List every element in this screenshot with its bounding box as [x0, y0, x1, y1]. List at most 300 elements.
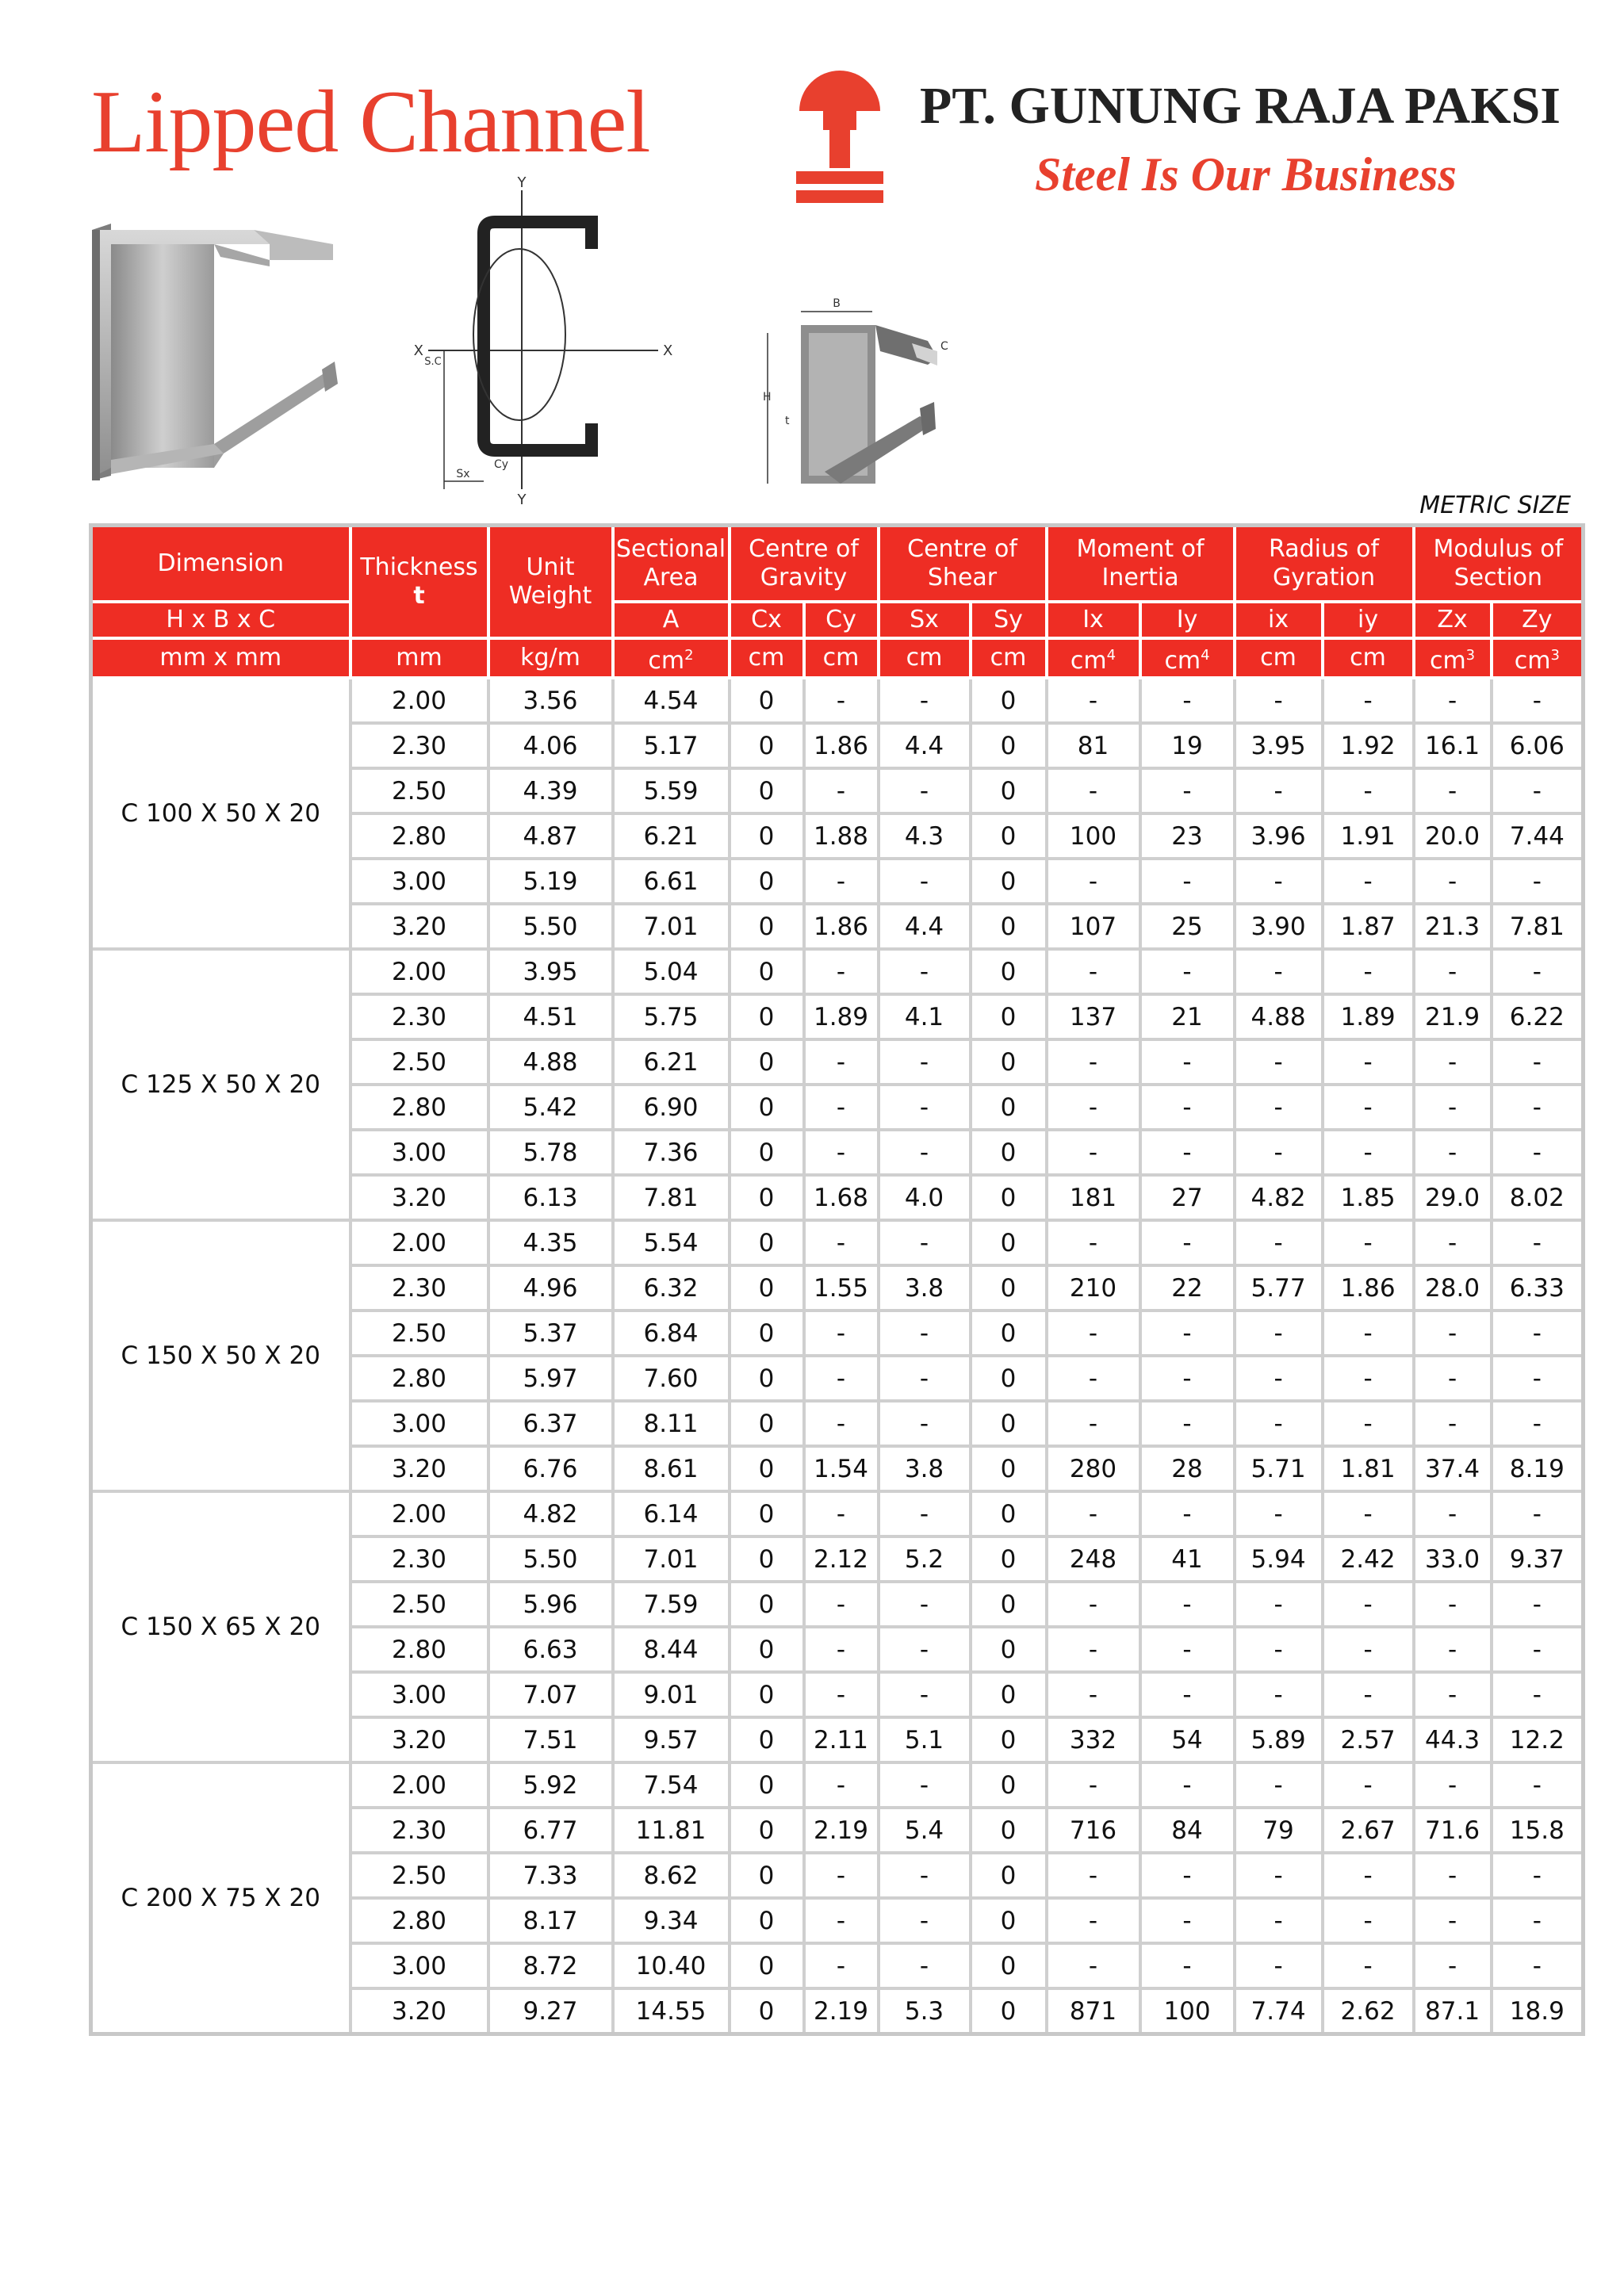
- table-cell: 181: [1047, 1175, 1140, 1220]
- table-cell: 11.81: [613, 1808, 730, 1853]
- table-cell: 2.50: [350, 1311, 488, 1356]
- header-thickness: [350, 526, 488, 639]
- table-cell: -: [1323, 1672, 1414, 1717]
- table-cell: -: [1414, 1582, 1492, 1627]
- table-cell: -: [1492, 1582, 1584, 1627]
- table-cell: 7.54: [613, 1762, 730, 1808]
- table-cell: 1.91: [1323, 813, 1414, 859]
- table-cell: 1.86: [804, 723, 879, 768]
- table-cell: 1.87: [1323, 904, 1414, 949]
- table-cell: -: [804, 949, 879, 994]
- unit-zx-base: cm: [1429, 646, 1466, 675]
- table-cell: 6.21: [613, 1039, 730, 1085]
- table-cell: 5.54: [613, 1220, 730, 1265]
- table-cell: -: [1492, 1627, 1584, 1672]
- table-cell: -: [1235, 1220, 1323, 1265]
- table-cell: -: [1414, 1898, 1492, 1943]
- table-cell: 0: [971, 1853, 1047, 1898]
- table-cell: -: [1323, 1085, 1414, 1130]
- table-cell: 28: [1140, 1446, 1235, 1491]
- table-cell: 0: [730, 1762, 804, 1808]
- table-cell: -: [804, 1853, 879, 1898]
- table-cell: -: [1140, 1311, 1235, 1356]
- table-cell: 16.1: [1414, 723, 1492, 768]
- table-cell: 3.00: [350, 1401, 488, 1446]
- table-cell: 2.42: [1323, 1536, 1414, 1582]
- table-cell: 7.44: [1492, 813, 1584, 859]
- table-cell: -: [1235, 1356, 1323, 1401]
- table-cell: 2.30: [350, 723, 488, 768]
- table-cell: 0: [971, 1536, 1047, 1582]
- table-cell: 3.20: [350, 904, 488, 949]
- table-cell: 0: [730, 859, 804, 904]
- table-cell: -: [804, 1311, 879, 1356]
- table-cell: -: [1414, 1627, 1492, 1672]
- table-cell: -: [1235, 1085, 1323, 1130]
- table-cell: 1.86: [1323, 1265, 1414, 1311]
- table-cell: 0: [971, 723, 1047, 768]
- diagram-label-sc: S.C: [424, 356, 442, 368]
- table-cell: 8.44: [613, 1627, 730, 1672]
- dimension-cell: C 200 X 75 X 20: [91, 1762, 350, 2034]
- unit-riy: cm: [1323, 638, 1414, 678]
- table-cell: 1.55: [804, 1265, 879, 1311]
- unit-sx: cm: [879, 638, 971, 678]
- table-cell: -: [1414, 1943, 1492, 1988]
- table-cell: 5.3: [879, 1988, 971, 2034]
- table-cell: -: [879, 859, 971, 904]
- table-cell: -: [1323, 949, 1414, 994]
- table-cell: 2.50: [350, 768, 488, 813]
- unit-zy-sup: 3: [1550, 646, 1560, 664]
- table-cell: 5.96: [488, 1582, 613, 1627]
- diagram-label-y-top: Y: [517, 176, 527, 191]
- table-cell: 0: [971, 1175, 1047, 1220]
- table-cell: 137: [1047, 994, 1140, 1039]
- table-cell: -: [1414, 1401, 1492, 1446]
- diagram-label-c: C: [940, 340, 948, 353]
- table-cell: 0: [730, 1536, 804, 1582]
- table-cell: 107: [1047, 904, 1140, 949]
- table-cell: -: [1047, 678, 1140, 723]
- table-cell: 0: [971, 1627, 1047, 1672]
- table-cell: -: [879, 1356, 971, 1401]
- table-cell: 20.0: [1414, 813, 1492, 859]
- table-cell: 0: [730, 1582, 804, 1627]
- table-cell: 0: [971, 1672, 1047, 1717]
- table-cell: 19: [1140, 723, 1235, 768]
- table-cell: -: [1140, 1130, 1235, 1175]
- table-cell: 2.00: [350, 678, 488, 723]
- table-cell: -: [1140, 1762, 1235, 1808]
- table-cell: 29.0: [1414, 1175, 1492, 1220]
- table-cell: 4.3: [879, 813, 971, 859]
- table-cell: 27: [1140, 1175, 1235, 1220]
- table-cell: -: [879, 1672, 971, 1717]
- diagram-label-sx: Sx: [456, 468, 470, 480]
- table-cell: -: [1047, 1311, 1140, 1356]
- table-cell: -: [1140, 1853, 1235, 1898]
- table-cell: -: [1414, 1672, 1492, 1717]
- table-cell: -: [1140, 949, 1235, 994]
- table-cell: 1.85: [1323, 1175, 1414, 1220]
- table-cell: 0: [730, 1853, 804, 1898]
- table-cell: 0: [971, 1265, 1047, 1311]
- table-cell: 9.57: [613, 1717, 730, 1762]
- table-cell: -: [1140, 1039, 1235, 1085]
- table-cell: -: [804, 1220, 879, 1265]
- table-cell: -: [879, 1401, 971, 1446]
- table-cell: 5.19: [488, 859, 613, 904]
- header-riy: iy: [1323, 602, 1414, 638]
- header-centre-gravity: Centre of Gravity: [730, 526, 879, 603]
- header-sectional-area: Sectional Area: [613, 526, 730, 603]
- table-cell: 3.90: [1235, 904, 1323, 949]
- table-cell: 2.80: [350, 1356, 488, 1401]
- table-cell: 3.00: [350, 1130, 488, 1175]
- table-cell: -: [1047, 1943, 1140, 1988]
- table-cell: -: [1323, 768, 1414, 813]
- unit-cx: cm: [730, 638, 804, 678]
- header-zy: Zy: [1492, 602, 1584, 638]
- table-cell: 79: [1235, 1808, 1323, 1853]
- unit-dimension: mm x mm: [91, 638, 350, 678]
- table-cell: -: [1047, 1762, 1140, 1808]
- table-cell: -: [1414, 1762, 1492, 1808]
- header-ix: Ix: [1047, 602, 1140, 638]
- table-cell: 2.30: [350, 1808, 488, 1853]
- table-cell: 3.00: [350, 1672, 488, 1717]
- table-cell: -: [1323, 1401, 1414, 1446]
- table-cell: 21.3: [1414, 904, 1492, 949]
- table-cell: 0: [730, 1311, 804, 1356]
- channel-3d-illustration: [87, 222, 341, 484]
- table-cell: -: [1140, 1085, 1235, 1130]
- table-cell: -: [1235, 859, 1323, 904]
- table-cell: 4.06: [488, 723, 613, 768]
- table-cell: 2.30: [350, 1265, 488, 1311]
- table-cell: 7.51: [488, 1717, 613, 1762]
- table-cell: 5.89: [1235, 1717, 1323, 1762]
- diagram-label-x-left: X: [413, 342, 423, 359]
- table-cell: -: [1323, 1130, 1414, 1175]
- table-cell: -: [1140, 1943, 1235, 1988]
- table-cell: 0: [971, 1130, 1047, 1175]
- table-cell: 4.4: [879, 904, 971, 949]
- table-cell: -: [1235, 1491, 1323, 1536]
- table-cell: 5.50: [488, 1536, 613, 1582]
- table-cell: 7.33: [488, 1853, 613, 1898]
- table-cell: -: [879, 1762, 971, 1808]
- table-cell: 0: [971, 1582, 1047, 1627]
- table-cell: -: [879, 1220, 971, 1265]
- table-cell: 2.11: [804, 1717, 879, 1762]
- table-cell: 6.33: [1492, 1265, 1584, 1311]
- unit-ix: [1047, 638, 1140, 678]
- unit-area-base: cm: [648, 646, 685, 675]
- table-cell: 0: [730, 1130, 804, 1175]
- table-cell: 3.00: [350, 859, 488, 904]
- header-dimension: Dimension: [91, 526, 350, 603]
- table-cell: 0: [971, 1356, 1047, 1401]
- table-cell: 4.0: [879, 1175, 971, 1220]
- unit-iy-base: cm: [1164, 646, 1201, 675]
- table-cell: 0: [971, 1085, 1047, 1130]
- table-cell: -: [879, 1582, 971, 1627]
- table-cell: -: [1140, 1627, 1235, 1672]
- table-cell: -: [879, 1898, 971, 1943]
- table-cell: 81: [1047, 723, 1140, 768]
- table-cell: -: [879, 1311, 971, 1356]
- table-cell: -: [1492, 768, 1584, 813]
- table-cell: -: [1140, 1898, 1235, 1943]
- unit-zy: [1492, 638, 1584, 678]
- table-cell: 0: [971, 1220, 1047, 1265]
- table-cell: 0: [971, 1988, 1047, 2034]
- table-cell: 4.35: [488, 1220, 613, 1265]
- table-cell: 0: [971, 859, 1047, 904]
- table-cell: -: [1235, 1672, 1323, 1717]
- table-cell: 0: [730, 678, 804, 723]
- table-cell: 248: [1047, 1536, 1140, 1582]
- unit-ix-base: cm: [1070, 646, 1107, 675]
- table-cell: 14.55: [613, 1988, 730, 2034]
- table-cell: 15.8: [1492, 1808, 1584, 1853]
- unit-rix: cm: [1235, 638, 1323, 678]
- table-row: [91, 678, 1584, 723]
- table-cell: -: [1140, 1491, 1235, 1536]
- table-cell: -: [1492, 1085, 1584, 1130]
- table-cell: 5.94: [1235, 1536, 1323, 1582]
- table-cell: 7.81: [613, 1175, 730, 1220]
- table-cell: -: [1047, 768, 1140, 813]
- table-cell: 87.1: [1414, 1988, 1492, 2034]
- table-cell: 0: [730, 1085, 804, 1130]
- table-row: [91, 949, 1584, 994]
- table-cell: 6.22: [1492, 994, 1584, 1039]
- table-cell: -: [1235, 678, 1323, 723]
- table-cell: 2.12: [804, 1536, 879, 1582]
- header-modulus-section: Modulus of Section: [1414, 526, 1584, 603]
- diagram-label-t: t: [785, 415, 790, 427]
- table-cell: 3.20: [350, 1717, 488, 1762]
- table-cell: 0: [971, 1311, 1047, 1356]
- header-sy: Sy: [971, 602, 1047, 638]
- table-cell: -: [1492, 1401, 1584, 1446]
- table-cell: -: [1492, 1898, 1584, 1943]
- table-cell: 3.00: [350, 1943, 488, 1988]
- header-moment-inertia: Moment of Inertia: [1047, 526, 1235, 603]
- table-cell: 0: [730, 1446, 804, 1491]
- table-cell: -: [1323, 1491, 1414, 1536]
- table-cell: 54: [1140, 1717, 1235, 1762]
- table-cell: 2.00: [350, 1762, 488, 1808]
- table-cell: 6.76: [488, 1446, 613, 1491]
- table-row: [91, 1762, 1584, 1808]
- table-cell: 5.59: [613, 768, 730, 813]
- table-cell: -: [1492, 949, 1584, 994]
- table-cell: 1.88: [804, 813, 879, 859]
- table-cell: 7.36: [613, 1130, 730, 1175]
- table-cell: -: [804, 768, 879, 813]
- table-cell: 0: [971, 904, 1047, 949]
- unit-area: [613, 638, 730, 678]
- table-cell: 3.20: [350, 1988, 488, 2034]
- table-cell: -: [1323, 1627, 1414, 1672]
- header-a: A: [613, 602, 730, 638]
- table-cell: -: [1235, 1762, 1323, 1808]
- table-cell: 3.8: [879, 1446, 971, 1491]
- table-cell: -: [1235, 1130, 1323, 1175]
- table-cell: 6.90: [613, 1085, 730, 1130]
- table-cell: 5.2: [879, 1536, 971, 1582]
- table-cell: 9.34: [613, 1898, 730, 1943]
- table-cell: -: [1492, 678, 1584, 723]
- table-cell: 7.74: [1235, 1988, 1323, 2034]
- table-cell: 5.92: [488, 1762, 613, 1808]
- table-cell: 5.42: [488, 1085, 613, 1130]
- table-cell: -: [1414, 1220, 1492, 1265]
- table-cell: 44.3: [1414, 1717, 1492, 1762]
- table-cell: -: [1323, 859, 1414, 904]
- table-cell: 0: [730, 1717, 804, 1762]
- table-cell: -: [1414, 1491, 1492, 1536]
- table-cell: -: [804, 1762, 879, 1808]
- table-cell: -: [1235, 1943, 1323, 1988]
- table-cell: -: [1414, 768, 1492, 813]
- unit-area-sup: 2: [684, 646, 694, 664]
- table-cell: 0: [730, 768, 804, 813]
- table-cell: -: [879, 678, 971, 723]
- diagram-label-y-bottom: Y: [517, 492, 527, 508]
- table-cell: -: [1047, 1401, 1140, 1446]
- table-cell: -: [1235, 1311, 1323, 1356]
- table-cell: -: [1414, 678, 1492, 723]
- table-cell: 25: [1140, 904, 1235, 949]
- table-cell: -: [1047, 1853, 1140, 1898]
- table-cell: 4.1: [879, 994, 971, 1039]
- table-cell: -: [1323, 1311, 1414, 1356]
- header-radius-gyration: Radius of Gyration: [1235, 526, 1414, 603]
- table-cell: 7.01: [613, 904, 730, 949]
- unit-zx: [1414, 638, 1492, 678]
- table-cell: -: [1492, 1672, 1584, 1717]
- table-cell: 0: [730, 1265, 804, 1311]
- table-cell: -: [1492, 1130, 1584, 1175]
- table-cell: 2.00: [350, 949, 488, 994]
- table-cell: -: [1140, 859, 1235, 904]
- table-cell: 0: [971, 1898, 1047, 1943]
- table-cell: -: [1492, 1039, 1584, 1085]
- table-cell: 8.17: [488, 1898, 613, 1943]
- table-cell: -: [1047, 1039, 1140, 1085]
- table-cell: -: [804, 678, 879, 723]
- table-cell: -: [1140, 1401, 1235, 1446]
- table-cell: 0: [971, 1717, 1047, 1762]
- table-cell: -: [1492, 1943, 1584, 1988]
- table-cell: 2.00: [350, 1220, 488, 1265]
- table-cell: 37.4: [1414, 1446, 1492, 1491]
- table-cell: 2.30: [350, 994, 488, 1039]
- dimension-cell: C 150 X 65 X 20: [91, 1491, 350, 1762]
- table-cell: -: [804, 1898, 879, 1943]
- table-cell: 280: [1047, 1446, 1140, 1491]
- table-cell: 4.51: [488, 994, 613, 1039]
- table-cell: 5.1: [879, 1717, 971, 1762]
- table-cell: -: [804, 1627, 879, 1672]
- table-cell: -: [1414, 859, 1492, 904]
- header-centre-shear: Centre of Shear: [879, 526, 1047, 603]
- table-cell: 2.57: [1323, 1717, 1414, 1762]
- table-cell: 21: [1140, 994, 1235, 1039]
- table-cell: -: [1047, 1491, 1140, 1536]
- table-cell: 4.54: [613, 678, 730, 723]
- header-zx: Zx: [1414, 602, 1492, 638]
- table-cell: -: [1235, 1898, 1323, 1943]
- table-cell: 4.39: [488, 768, 613, 813]
- table-cell: -: [804, 1085, 879, 1130]
- table-cell: -: [879, 1943, 971, 1988]
- table-cell: 3.20: [350, 1175, 488, 1220]
- table-cell: -: [1323, 678, 1414, 723]
- table-cell: -: [1492, 1491, 1584, 1536]
- header-thickness-sub: t: [413, 582, 425, 610]
- table-cell: 4.82: [488, 1491, 613, 1536]
- table-cell: 210: [1047, 1265, 1140, 1311]
- table-cell: 18.9: [1492, 1988, 1584, 2034]
- table-cell: 0: [971, 1446, 1047, 1491]
- spec-table-body: [91, 678, 1584, 2034]
- table-cell: 22: [1140, 1265, 1235, 1311]
- table-cell: 0: [971, 1491, 1047, 1536]
- table-cell: -: [1323, 1356, 1414, 1401]
- header-sx: Sx: [879, 602, 971, 638]
- table-cell: 5.50: [488, 904, 613, 949]
- table-cell: 2.50: [350, 1039, 488, 1085]
- table-cell: 8.19: [1492, 1446, 1584, 1491]
- table-cell: -: [1492, 1311, 1584, 1356]
- table-cell: -: [1414, 1356, 1492, 1401]
- table-cell: -: [1414, 949, 1492, 994]
- table-cell: 3.56: [488, 678, 613, 723]
- table-cell: -: [1414, 1039, 1492, 1085]
- unit-cy: cm: [804, 638, 879, 678]
- table-cell: 8.62: [613, 1853, 730, 1898]
- table-cell: -: [1235, 1039, 1323, 1085]
- table-cell: 2.62: [1323, 1988, 1414, 2034]
- dimension-diagram: [761, 289, 952, 488]
- table-cell: 1.68: [804, 1175, 879, 1220]
- table-cell: 871: [1047, 1988, 1140, 2034]
- table-cell: 0: [730, 1356, 804, 1401]
- table-cell: 6.13: [488, 1175, 613, 1220]
- table-cell: -: [1414, 1853, 1492, 1898]
- table-cell: 4.88: [1235, 994, 1323, 1039]
- table-cell: 9.37: [1492, 1536, 1584, 1582]
- table-cell: 1.86: [804, 904, 879, 949]
- table-cell: 8.11: [613, 1401, 730, 1446]
- table-cell: 0: [971, 1943, 1047, 1988]
- table-cell: 0: [730, 1988, 804, 2034]
- table-cell: 5.04: [613, 949, 730, 994]
- table-cell: 6.32: [613, 1265, 730, 1311]
- table-cell: 5.78: [488, 1130, 613, 1175]
- table-cell: -: [1235, 1401, 1323, 1446]
- table-cell: 0: [971, 1808, 1047, 1853]
- table-cell: -: [879, 949, 971, 994]
- table-cell: 4.4: [879, 723, 971, 768]
- table-cell: 5.75: [613, 994, 730, 1039]
